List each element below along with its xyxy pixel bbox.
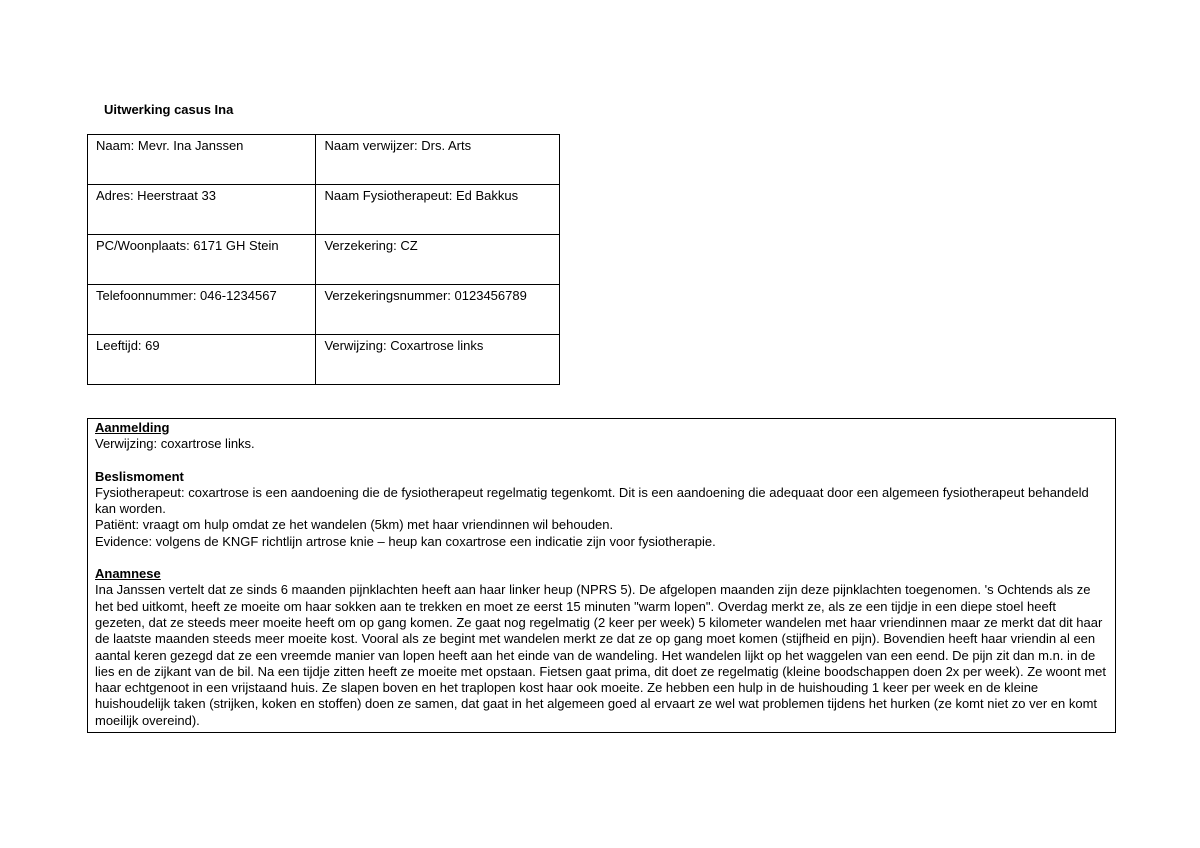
table-row [88, 185, 560, 235]
postcode-city-cell: PC/Woonplaats: 6171 GH Stein [88, 235, 316, 285]
address-cell: Adres: Heerstraat 33 [88, 185, 316, 235]
physiotherapist-cell: Naam Fysiotherapeut: Ed Bakkus [316, 185, 560, 235]
beslismoment-heading: Beslismoment [95, 468, 184, 484]
phone-cell: Telefoonnummer: 046-1234567 [88, 285, 316, 335]
age-cell: Leeftijd: 69 [88, 335, 316, 385]
table-row [88, 285, 560, 335]
table-row [88, 335, 560, 385]
anamnese-heading: Anamnese [95, 566, 161, 582]
insurance-cell: Verzekering: CZ [316, 235, 560, 285]
beslismoment-line: Patiënt: vraagt om hulp omdat ze het wandelen (5km) met haar vriendinnen wil behouden. [95, 517, 614, 533]
table-row [88, 135, 560, 185]
table-row [88, 235, 560, 285]
beslismoment-line: Evidence: volgens de KNGF richtlijn artrose knie – heup kan coxartrose een indicatie zijn voor fysiotherapie. [95, 533, 716, 549]
patient-info-table [87, 134, 560, 385]
aanmelding-heading: Aanmelding [95, 420, 170, 435]
aanmelding-text: Verwijzing: coxartrose links. [95, 436, 255, 452]
beslismoment-line: Fysiotherapeut: coxartrose is een aandoening die de fysiotherapeut regelmatig tegenkomt. Dit is een aandoening die adequaat door een algemeen fysiotherapeut behandeld kan worden. [95, 484, 1089, 517]
referrer-cell: Naam verwijzer: Drs. Arts [316, 135, 560, 185]
name-cell: Naam: Mevr. Ina Janssen [88, 135, 316, 185]
referral-cell: Verwijzing: Coxartrose links [316, 335, 560, 385]
case-description-box [87, 418, 1116, 733]
document-title: Uitwerking casus Ina [104, 102, 234, 117]
insurance-number-cell: Verzekeringsnummer: 0123456789 [316, 285, 560, 335]
anamnese-text: Ina Janssen vertelt dat ze sinds 6 maanden pijnklachten heeft aan haar linker heup (NPRS 5). De afgelopen maanden zijn deze pijnklachten toegenomen. 's Ochtends als ze het bed uitkomt, heeft ze moeite om haar sokken aan te trekken en moet ze eerst 15 minuten "warm lopen". Overdag merkt ze, als ze een tijdje in een diepe stoel heeft gezeten, dat ze steeds meer moeite heeft om op gang komen. Ze gaat nog regelmatig (2 keer per week) 5 kilometer wandelen met haar vriendinnen maar ze merkt dat dit haar de laatste maanden steeds meer moeite kost. Vooral als ze begint met wandelen merkt ze dat ze op gang moet komen (stijfheid en pijn). Bovendien heeft haar vriendin al een aantal keren gezegd dat ze een vreemde manier van lopen heeft aan het einde van de wandeling. Het wandelen lijkt op het waggelen van een eend. De pijn zit dan m.n. in de lies en de zijkant van de bil. Na een tijdje zitten heeft ze moeite met opstaan. Fietsen gaat prima, dit doet ze regelmatig (kleine boodschappen doen 2x per week). Ze woont met haar echtgenoot in een vrijstaand huis. Ze slapen boven en het traplopen kost haar ook moeite. Ze hebben een hulp in de huishouding 1 keer per week en de kleine huishoudelijk taken (strijken, koken en stoffen) doen ze samen, dat gaat in het algemeen goed al ervaart ze wel wat problemen tijdens het hurken (ze komt niet zo ver en komt moeilijk overeind). [95, 582, 1106, 728]
